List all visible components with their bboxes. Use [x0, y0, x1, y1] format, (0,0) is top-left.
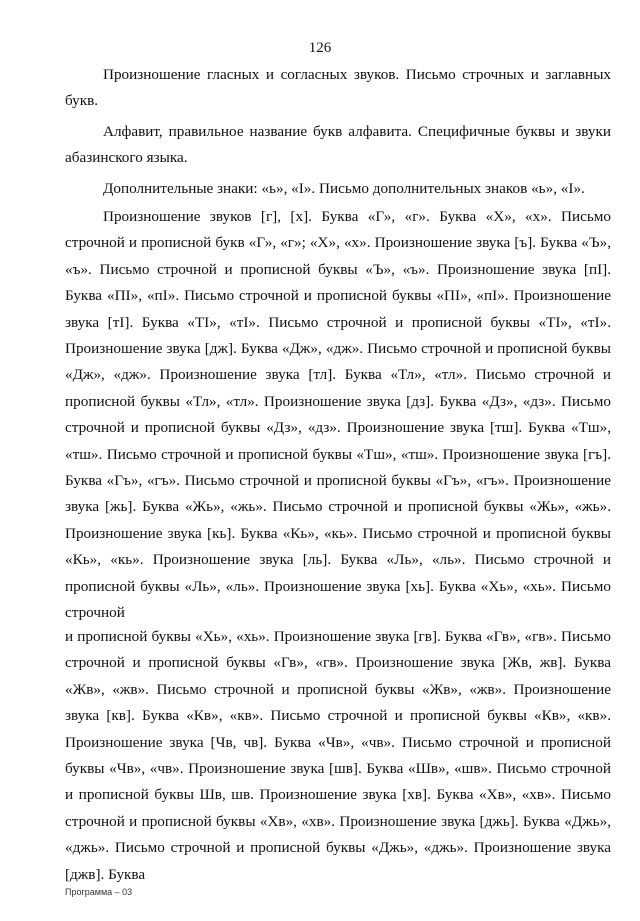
- paragraph-1: Произношение гласных и согласных звуков. Письмо строчных и заглавных букв.: [65, 66, 611, 110]
- paragraph-5: и прописной буквы «Хь», «хь». Произношение звука [гв]. Буква «Гв», «гв». Письмо строчной и прописной буквы «Гв», «гв». Произношение звука [Жв, жв]. Буква «Жв», «жв». Письмо строчной и прописной буквы «Жв», «жв». Произношение звука [кв]. Буква «Кв», «кв». Письмо строчной и прописной буквы «Кв», «кв». Произношение звука [Чв, чв]. Буква «Чв», «чв». Письмо строчной и прописной буквы «Чв», «чв». Произношение звука [шв]. Буква «Шв», «шв». Письмо строчной и прописной буквы Шв, шв. Произношение звука [хв]. Буква «Хв», «хв». Письмо строчной и прописной буквы «Хв», «хв». Произношение звука [джь]. Буква «Джь», «джь». Письмо строчной и прописной буквы «Джь», «джь». Произношение звука [джв]. Буква: [65, 628, 611, 883]
- paragraph-4: Произношение звуков [г], [х]. Буква «Г», «г». Буква «Х», «х». Письмо строчной и прописной букв «Г», «г»; «Х», «х». Произношение звука [ъ]. Буква «Ъ», «ъ». Письмо строчной и прописной буквы «Ъ», «ъ». Произношение звука [пI]. Буква «ПI», «пI». Письмо строчной и прописной буквы «ПI», «пI». Произношение звука [тI]. Буква «ТI», «тI». Письмо строчной и прописной буквы «ТI», «тI». Произношение звука [дж]. Буква «Дж», «дж». Письмо строчной и прописной буквы «Дж», «дж». Произношение звука [тл]. Буква «Тл», «тл». Письмо строчной и прописной буквы «Тл», «тл». Произношение звука [дз]. Буква «Дз», «дз». Письмо строчной и прописной буквы «Дз», «дз». Произношение звука [тш]. Буква «Тш», «тш». Письмо строчной и прописной буквы «Тш», «тш». Произношение звука [гъ]. Буква «Гъ», «гъ». Письмо строчной и прописной буквы «Гъ», «гъ». Произношение звука [жь]. Буква «Жь», «жь». Письмо строчной и прописной буквы «Жь», «жь». Произношение звука [кь]. Буква «Кь», «кь». Письмо строчной и прописной буквы «Кь», «кь». Произношение звука [ль]. Буква «Ль», «ль». Письмо строчной и прописной буквы «Ль», «ль». Произношение звука [хь]. Буква «Хь», «хь». Письмо строчной: [65, 208, 611, 622]
- paragraph-3: Дополнительные знаки: «ь», «I». Письмо дополнительных знаков «ь», «I».: [103, 180, 585, 197]
- page-number: 126: [308, 40, 332, 56]
- paragraph-2: Алфавит, правильное название букв алфавита. Специфичные буквы и звуки абазинского языка.: [65, 123, 611, 167]
- page-footer: Программа – 03: [65, 887, 133, 897]
